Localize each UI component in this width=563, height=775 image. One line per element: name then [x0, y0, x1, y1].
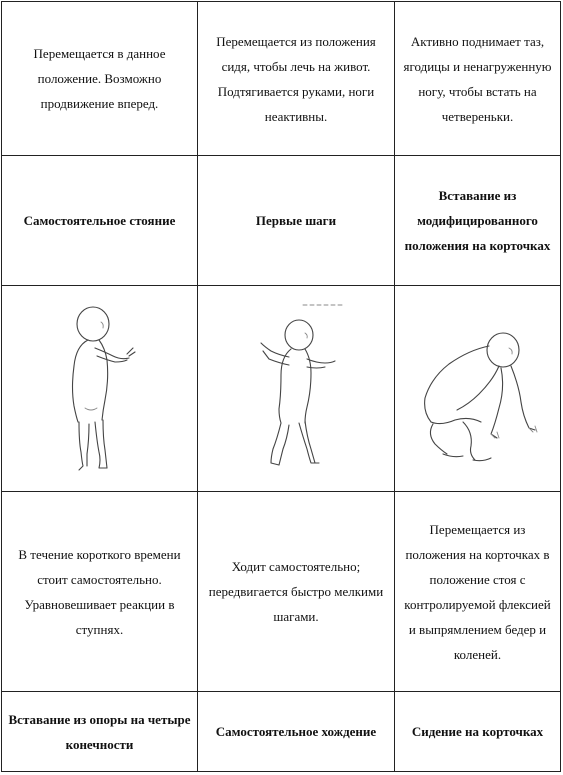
stage-title-cell: Первые шаги	[198, 156, 395, 286]
stage-title-cell: Вставание из модифицированного положения на корточках	[395, 156, 561, 286]
table-row	[2, 492, 561, 692]
description-cell: Ходит самостоятельно; передвигается быстро мелкими шагами.	[198, 492, 395, 692]
standing-child-illustration	[2, 286, 198, 492]
table-row	[2, 692, 561, 772]
motor-development-table	[1, 1, 561, 772]
stage-title-cell: Сидение на корточках	[395, 692, 561, 772]
description-cell: В течение короткого времени стоит самостоятельно. Уравновешивает реакции в ступнях.	[2, 492, 198, 692]
description-cell: Активно поднимает таз, ягодицы и ненагруженную ногу, чтобы встать на четвереньки.	[395, 2, 561, 156]
stage-title-cell: Вставание из опоры на четыре конечности	[2, 692, 198, 772]
table-row	[2, 2, 561, 156]
squatting-child-illustration	[395, 286, 561, 492]
stage-title-cell: Самостоятельное хождение	[198, 692, 395, 772]
description-cell: Перемещается в данное положение. Возможно продвижение вперед.	[2, 2, 198, 156]
walking-child-illustration	[198, 286, 395, 492]
table-row	[2, 286, 561, 492]
description-cell: Перемещается из положения на корточках в положение стоя с контролируемой флексией и выпрямлением бедер и коленей.	[395, 492, 561, 692]
table-row	[2, 156, 561, 286]
stage-title-cell: Самостоятельное стояние	[2, 156, 198, 286]
description-cell: Перемещается из положения сидя, чтобы лечь на живот. Подтягивается руками, ноги неактивны.	[198, 2, 395, 156]
